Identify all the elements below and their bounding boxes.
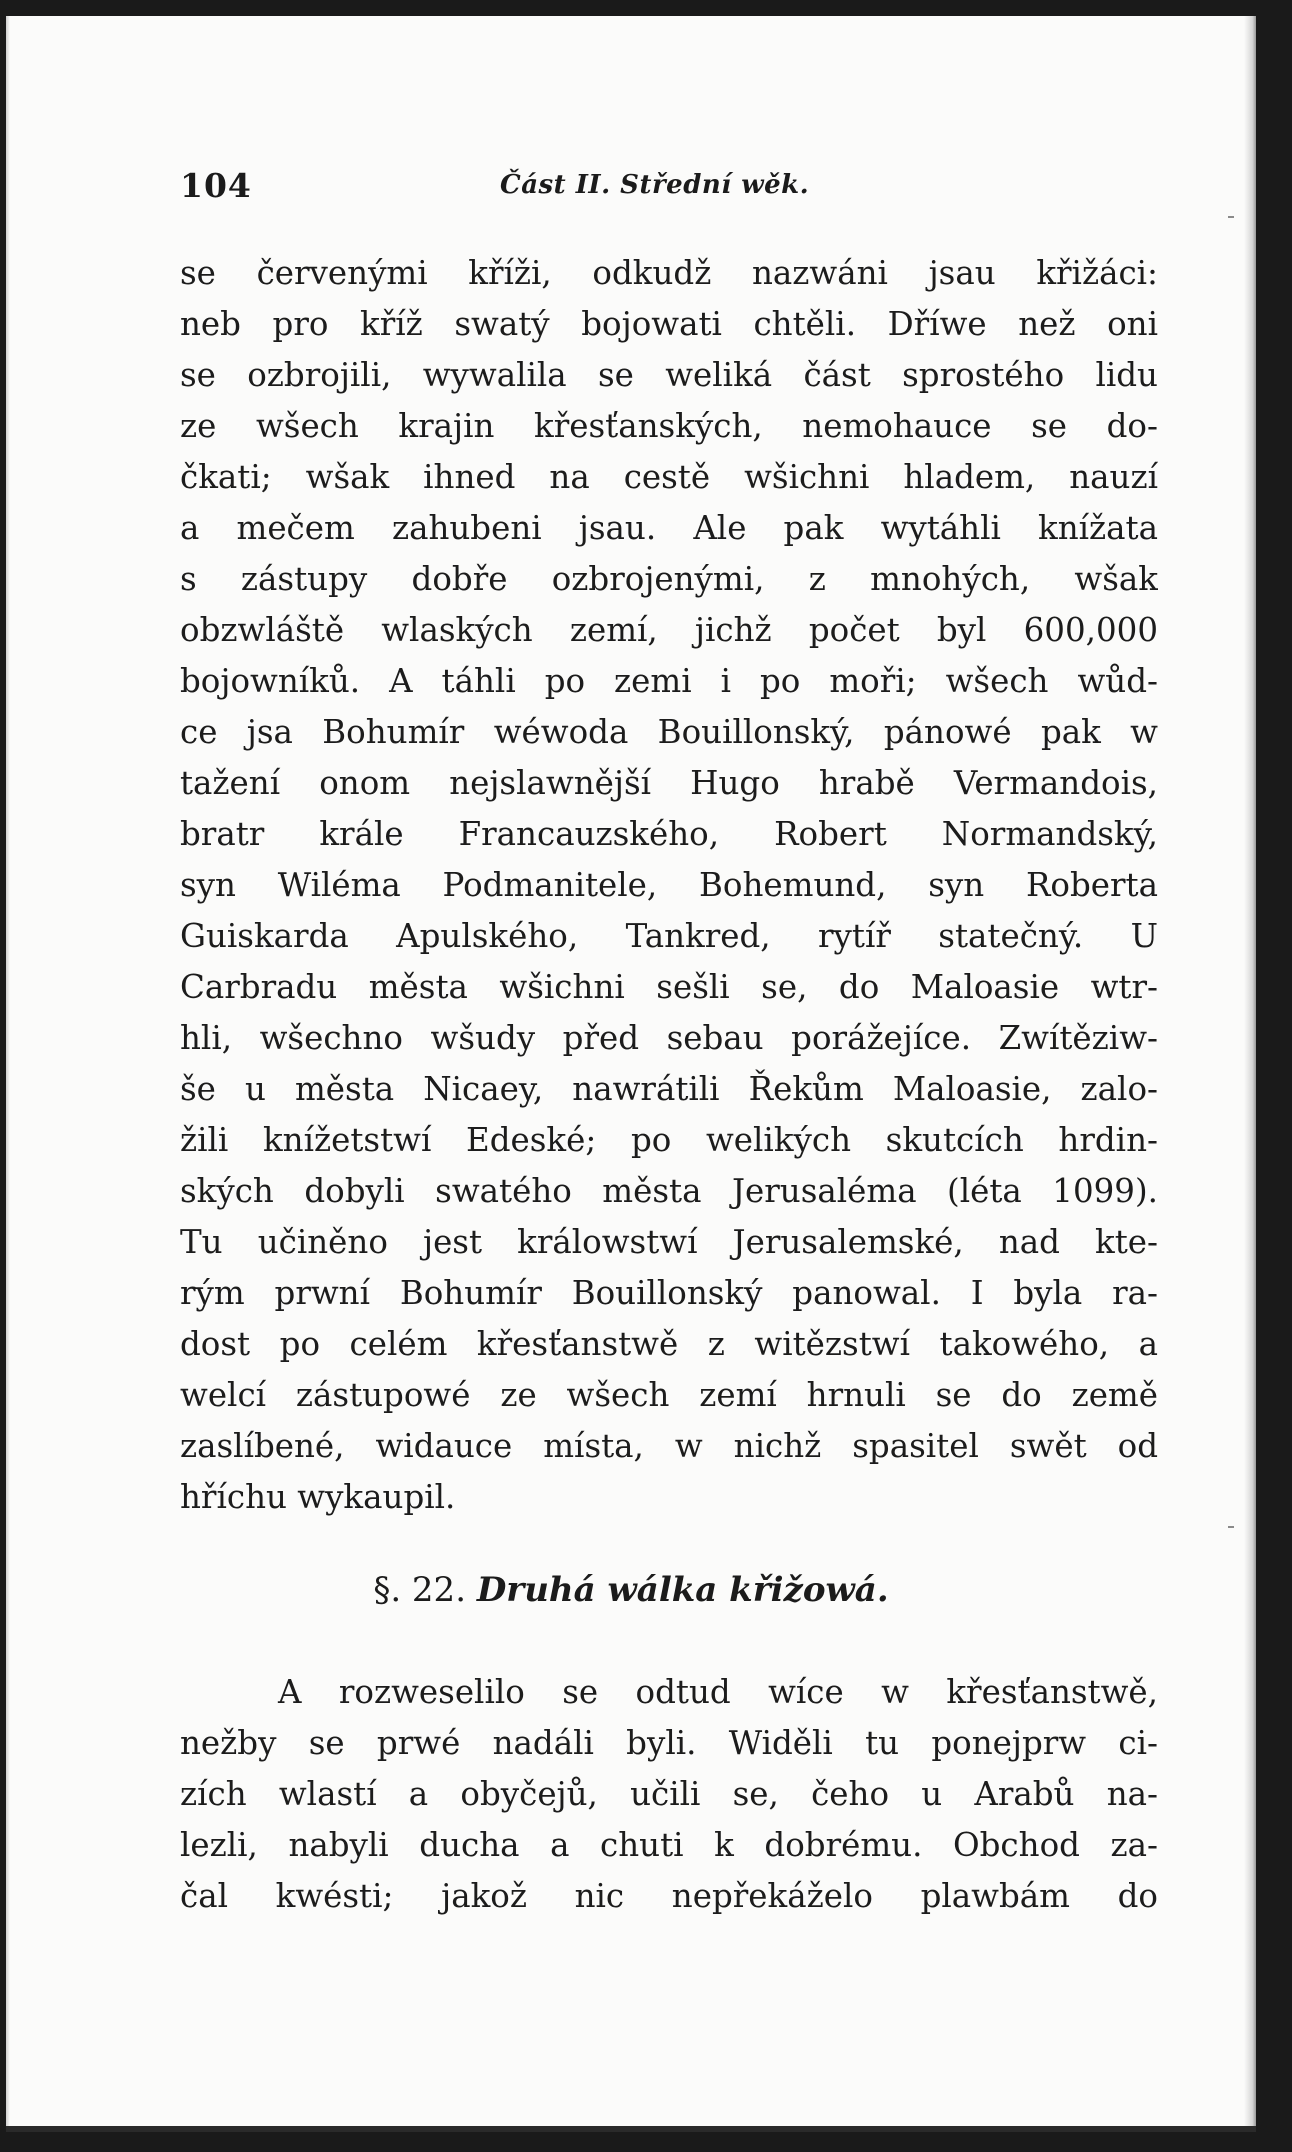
book-page <box>6 16 1256 2132</box>
text-line: bojowníků. A táhli po zemi i po moři; wšech wůd- <box>180 662 1158 700</box>
page-header <box>180 160 840 220</box>
text-line: A rozweselilo se odtud wíce w křesťanstwě, <box>278 1673 1158 1711</box>
text-line: s zástupy dobře ozbrojenými, z mnohých, wšak <box>180 560 1158 598</box>
text-line: Tu učiněno jest králowstwí Jerusalemské, nad kte- <box>180 1223 1158 1261</box>
text-line: se červenými kříži, odkudž nazwáni jsau křižáci: <box>180 254 1158 292</box>
page-mark <box>1228 1526 1234 1528</box>
text-line: žili knížetstwí Edeské; po welikých skutcích hrdin- <box>180 1121 1158 1159</box>
text-line: tažení onom nejslawnější Hugo hrabě Vermandois, <box>180 764 1158 802</box>
section-heading <box>6 1570 1256 1610</box>
page-left-edge <box>6 16 10 2132</box>
text-line: ce jsa Bohumír wéwoda Bouillonský, pánowé pak w <box>180 713 1158 751</box>
section-text <box>180 1667 1158 1922</box>
text-line: zaslíbené, widauce místa, w nichž spasitel swět od <box>180 1427 1158 1465</box>
text-line: čkati; wšak ihned na cestě wšichni hladem, nauzí <box>180 458 1158 496</box>
page-bottom-edge <box>6 2126 1256 2132</box>
text-line: neb pro kříž swatý bojowati chtěli. Dříwe než oni <box>180 305 1158 343</box>
body-text <box>180 248 1158 1523</box>
text-line: a mečem zahubeni jsau. Ale pak wytáhli knížata <box>180 509 1158 547</box>
text-line: nežby se prwé nadáli byli. Widěli tu ponejprw ci- <box>180 1724 1158 1762</box>
text-line: čal kwésti; jakož nic nepřekáželo plawbám do <box>180 1877 1158 1915</box>
text-line: ských dobyli swatého města Jerusaléma (léta 1099). <box>180 1172 1158 1210</box>
text-line: ze wšech krajin křesťanských, nemohauce se do- <box>180 407 1158 445</box>
text-line: hli, wšechno wšudy před sebau porážejíce. Zwítěziw- <box>180 1019 1158 1057</box>
text-line: še u města Nicaey, nawrátili Řekům Maloasie, zalo- <box>180 1070 1158 1108</box>
text-line: se ozbrojili, wywalila se weliká část sprostého lidu <box>180 356 1158 394</box>
section-number: §. 22. <box>373 1570 466 1610</box>
text-line: rým prwní Bohumír Bouillonský panowal. I byla ra- <box>180 1274 1158 1312</box>
running-head: Část II. Střední wěk. <box>500 170 810 200</box>
text-line: obzwláště wlaských zemí, jichž počet byl 600,000 <box>180 611 1158 649</box>
text-line: Guiskarda Apulského, Tankred, rytíř statečný. U <box>180 917 1158 955</box>
text-line: lezli, nabyli ducha a chuti k dobrému. Obchod za- <box>180 1826 1158 1864</box>
page-mark <box>1228 216 1234 218</box>
text-line: welcí zástupowé ze wšech zemí hrnuli se do země <box>180 1376 1158 1414</box>
page-number: 104 <box>180 166 252 205</box>
text-line: bratr krále Francauzského, Robert Normandský, <box>180 815 1158 853</box>
text-line: dost po celém křesťanstwě z witězstwí takowého, a <box>180 1325 1158 1363</box>
page-right-edge <box>1244 16 1256 2132</box>
section-title: Druhá wálka křižowá. <box>476 1570 889 1610</box>
text-line: syn Wiléma Podmanitele, Bohemund, syn Roberta <box>180 866 1158 904</box>
text-line: Carbradu města wšichni sešli se, do Maloasie wtr- <box>180 968 1158 1006</box>
text-line: zích wlastí a obyčejů, učili se, čeho u Arabů na- <box>180 1775 1158 1813</box>
text-line: hříchu wykaupil. <box>180 1478 456 1516</box>
